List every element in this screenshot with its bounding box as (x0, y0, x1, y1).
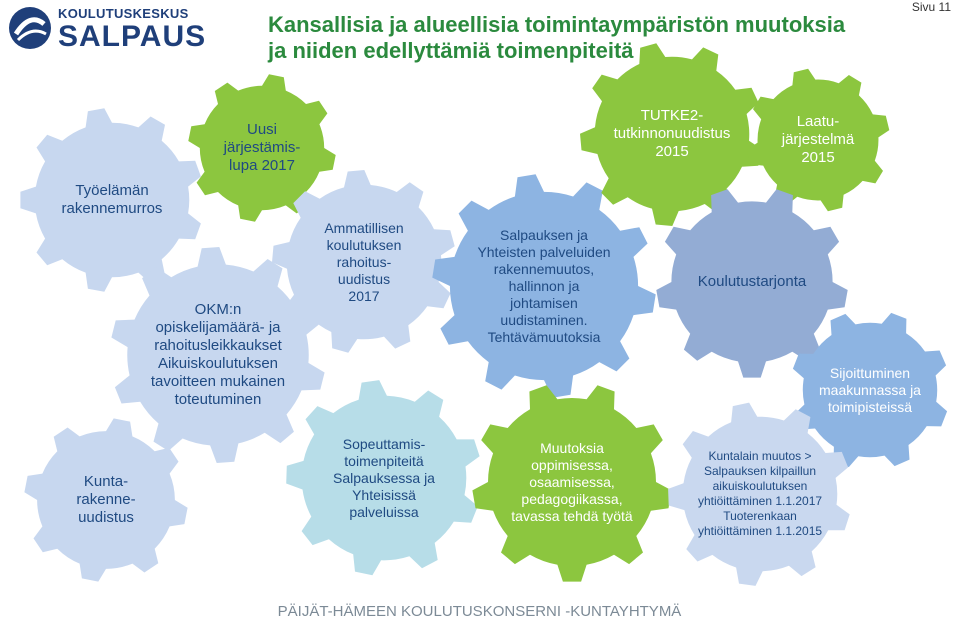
gear-label-line: Koulutustarjonta (697, 273, 807, 290)
gear-kuntarakenne-label (51, 473, 161, 527)
gear-label-line: hallinnon ja (508, 277, 580, 294)
gear-label-line: pedagogiikassa, (521, 490, 623, 507)
gear-sopeuttamis-label (309, 436, 459, 521)
gear-label-line: Sijoittuminen (829, 364, 911, 381)
gear-label-line: Ammatillisen (324, 219, 404, 236)
gear-muutoksia-oppimisessa-label (497, 440, 647, 525)
gear-label-line: TUTKE2- (640, 107, 704, 124)
gear-label-line: Laatu- (796, 113, 840, 130)
gear-label-line: Kunta- (83, 473, 129, 490)
gear-label-line: 2017 (348, 287, 380, 304)
gear-label-line: yhtiöittäminen 1.1.2015 (697, 524, 823, 538)
gear-label-line: maakunnassa ja (819, 381, 921, 398)
gear-label-line: koulutuksen (326, 236, 402, 253)
gear-tutke2-label (597, 107, 747, 161)
gear-label-line: Tuoterenkaan (723, 509, 797, 523)
gear-label-line: Salpauksen kilpaillun (703, 464, 817, 478)
logo-top-text: KOULUTUSKESKUS (58, 6, 189, 21)
gear-label-line: oppimisessa, (531, 456, 613, 473)
gear-label-line: rahoitus- (336, 253, 392, 270)
gear-label-line: 2015 (655, 143, 689, 160)
gear-label-line: tutkinnonuudistus (613, 125, 731, 142)
gear-label-line: järjestämis- (223, 139, 301, 156)
gear-label-line: Salpauksen ja (500, 226, 588, 243)
gear-label-line: lupa 2017 (229, 157, 295, 174)
gear-label-line: Uusi (246, 121, 277, 138)
gear-label-line: opiskelijamäärä- ja (155, 319, 281, 336)
gear-label-line: Aikuiskoulutuksen (157, 355, 279, 372)
gear-okm-label (118, 301, 318, 409)
gear-salpauksen-yhteisten-label (454, 227, 634, 346)
gear-label-line: uudistus (78, 509, 134, 526)
page-number: Sivu 11 (911, 0, 951, 14)
gear-laatujarjestelma-label (763, 113, 873, 167)
gear-label-line: toteutuminen (174, 391, 262, 408)
gear-label-line: Tehtävämuutoksia (487, 328, 601, 345)
gear-label-line: järjestelmä (781, 131, 855, 148)
gear-label-line: uudistus (337, 270, 391, 287)
gear-label-line: Yhteisten palveluiden (477, 243, 611, 260)
gear-label-line: aikuiskoulutuksen (712, 479, 808, 493)
gear-label-line: 2015 (801, 149, 835, 166)
gear-kuntalain-muutos-label (675, 449, 845, 539)
gear-label-line: palveluissa (349, 503, 419, 520)
footer-text: PÄIJÄT-HÄMEEN KOULUTUSKONSERNI -KUNTAYHTYMÄ (277, 603, 682, 620)
gear-label-line: osaamisessa, (529, 473, 615, 490)
gear-tyoelaman-label (27, 182, 197, 218)
gear-label-line: Sopeuttamis- (342, 435, 426, 452)
gear-label-line: OKM:n (194, 301, 242, 318)
gear-label-line: tavassa tehdä työtä (511, 507, 633, 524)
gear-label-line: Kuntalain muutos > (708, 449, 812, 463)
gear-koulutustarjonta-label (682, 273, 822, 291)
page-title: Kansallisia ja alueellisia toimintaympäristön muutoksia ja niiden edellyttämiä toimenpiteitä (268, 12, 846, 63)
gear-label-line: rakennemurros (61, 200, 163, 217)
gear-ammatillisen-rahoitus-label (294, 220, 434, 305)
gear-label-line: toimipisteissä (827, 398, 913, 415)
gear-label-line: toimenpiteitä (344, 452, 424, 469)
gear-label-line: Työelämän (75, 182, 149, 199)
gear-label-line: rakenne- (76, 491, 136, 508)
gear-label-line: Yhteisissä (352, 486, 416, 503)
gear-label-line: tavoitteen mukainen (150, 373, 286, 390)
gear-label-line: Salpauksessa ja (333, 469, 435, 486)
gear-label-line: rakennemuutos, (493, 260, 595, 277)
gear-label-line: uudistaminen. (500, 311, 588, 328)
gear-label-line: rahoitusleikkaukset (154, 337, 282, 354)
gear-label-line: Muutoksia (540, 439, 604, 456)
gear-uusi-jarjestamislupa-label (202, 121, 322, 175)
gear-label-line: johtamisen (510, 294, 578, 311)
gear-sijoittuminen-label (805, 365, 935, 416)
salpaus-logo-icon (6, 4, 54, 52)
gear-label-line: yhtiöittäminen 1.1.2017 (697, 494, 823, 508)
logo-main-text: SALPAUS (58, 20, 207, 53)
